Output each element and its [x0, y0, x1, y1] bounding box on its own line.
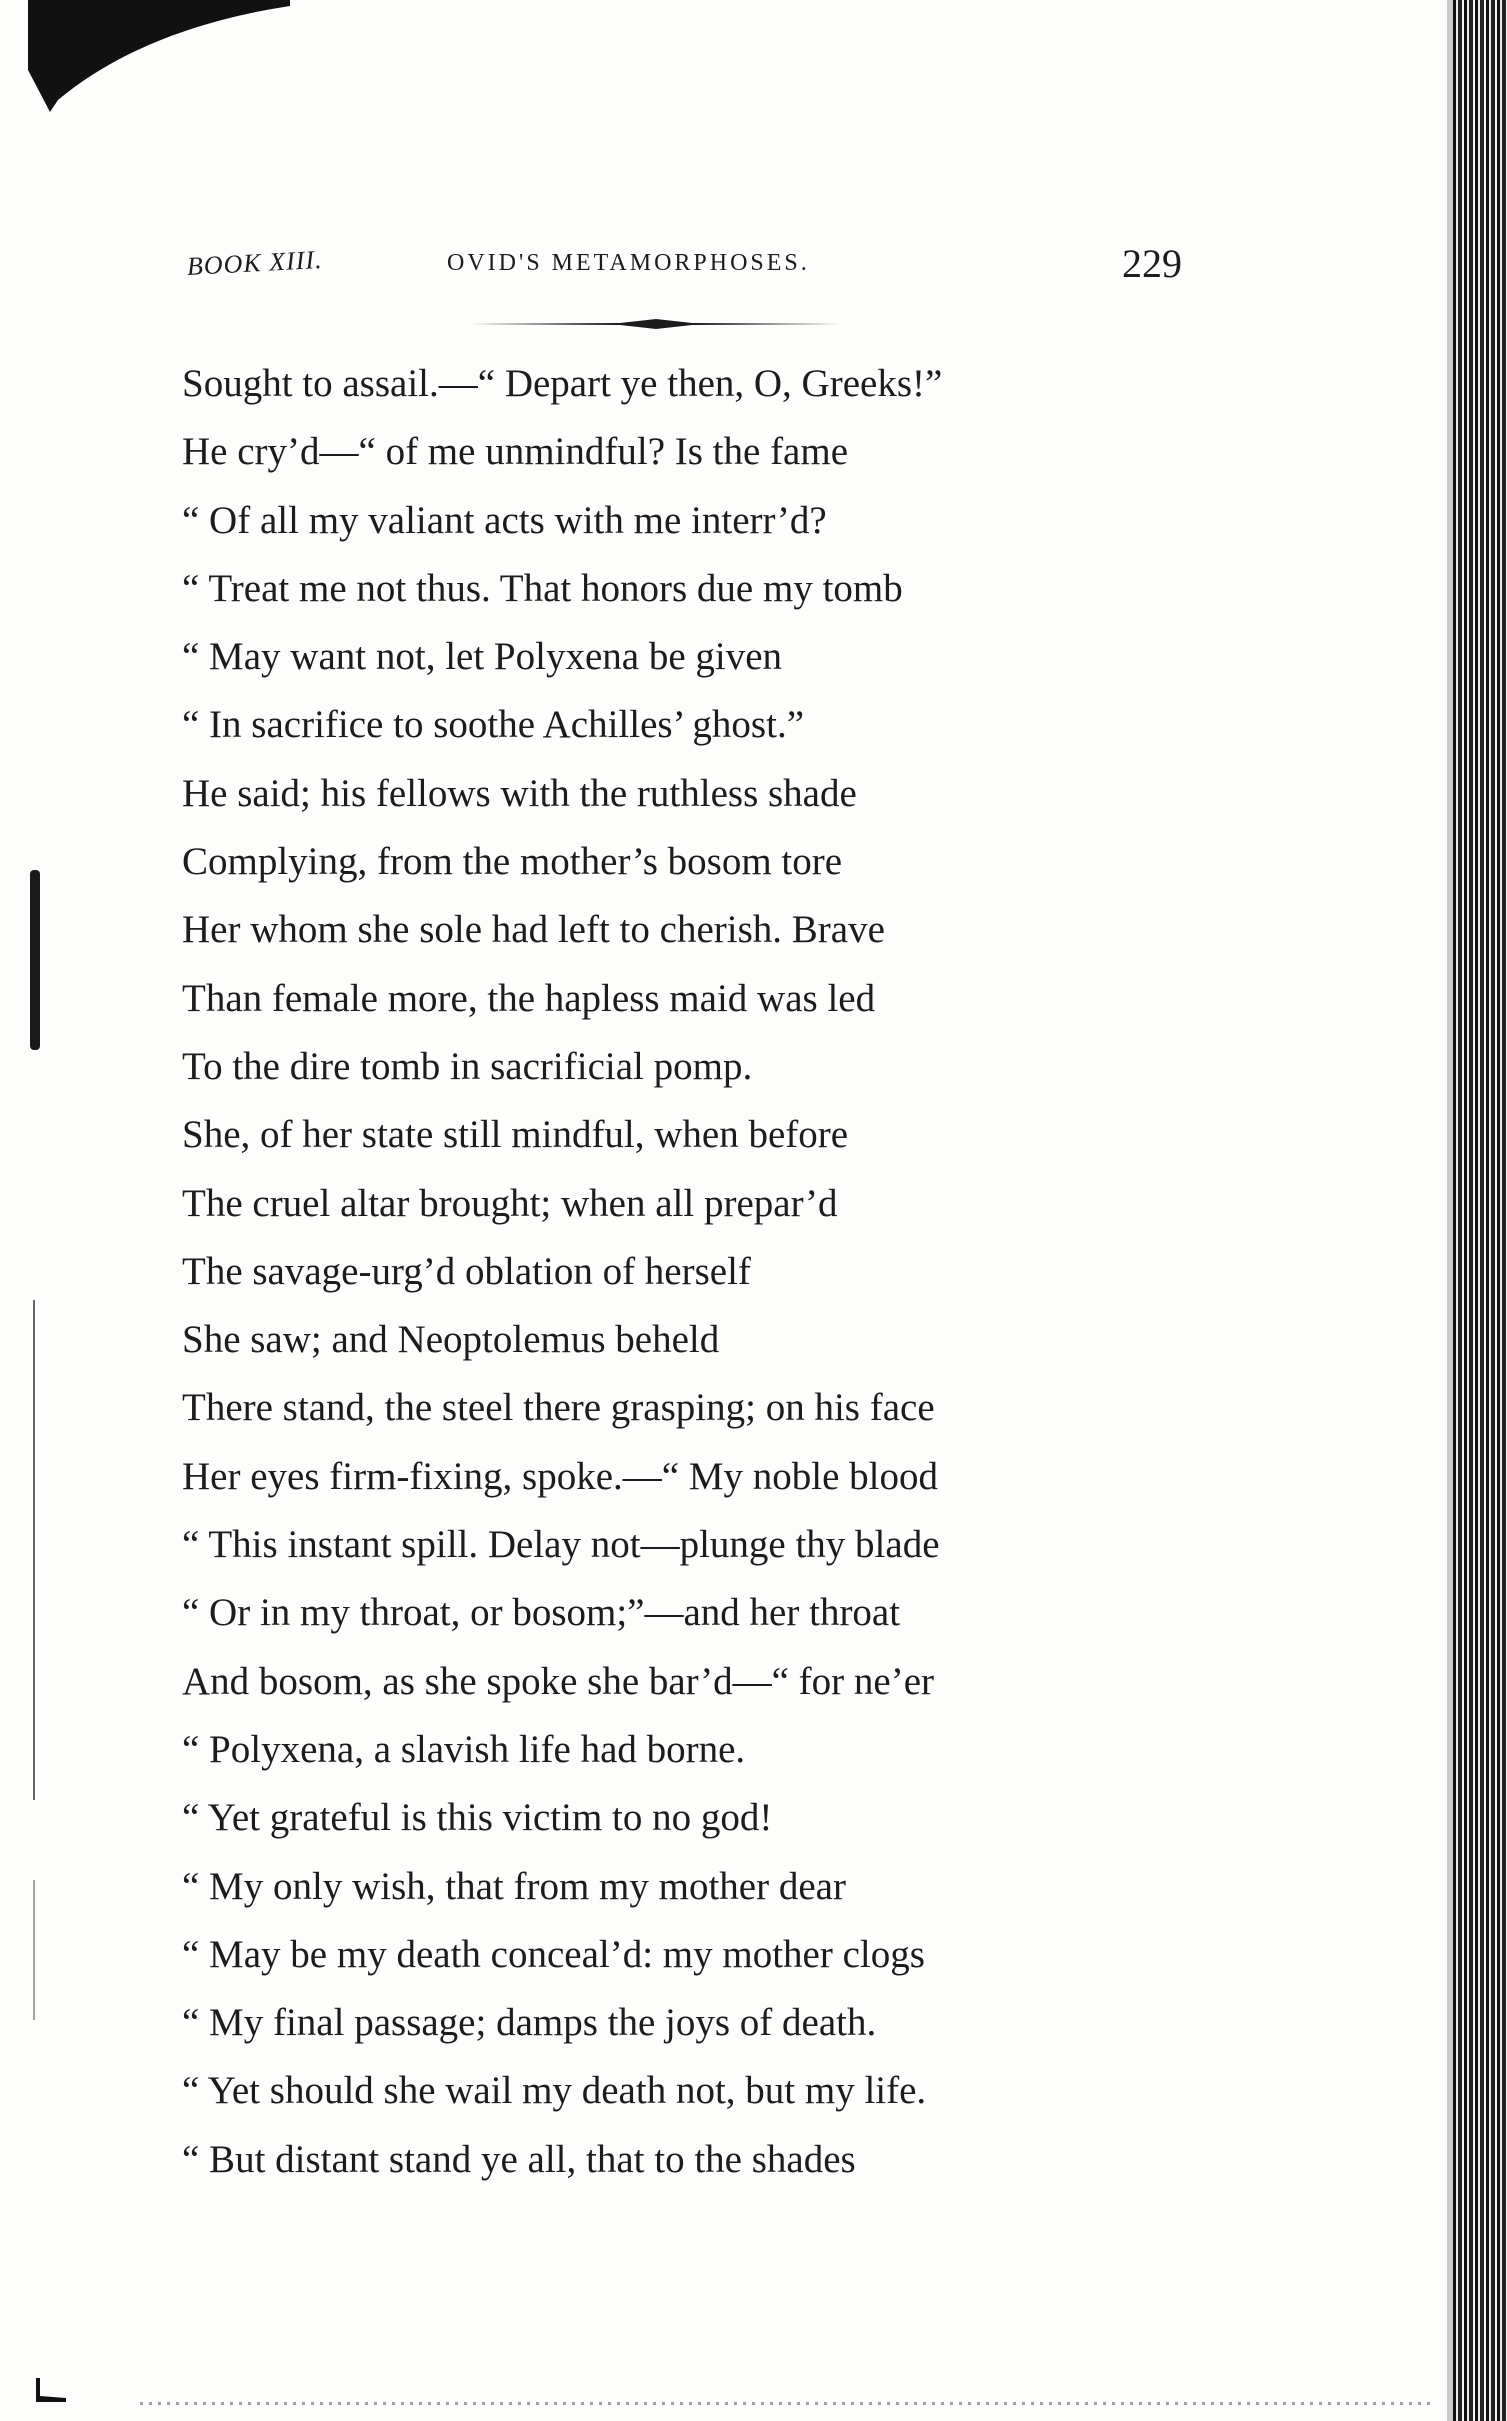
verse-line: Complying, from the mother’s bosom tore: [182, 840, 843, 884]
verse-body: [182, 350, 942, 2194]
page-number: 229: [1122, 241, 1182, 286]
verse-line: To the dire tomb in sacrificial pomp.: [182, 1044, 753, 1088]
verse-line: Sought to assail.—“ Depart ye then, O, Greeks!”: [182, 362, 943, 405]
verse-line: “ Yet grateful is this victim to no god!: [182, 1796, 773, 1840]
verse-line: She saw; and Neoptolemus beheld: [182, 1318, 720, 1362]
verse-line: “ Polyxena, a slavish life had borne.: [182, 1727, 746, 1771]
verse-line: “ Of all my valiant acts with me interr’d?: [182, 498, 827, 542]
verse-line: Than female more, the hapless maid was led: [182, 976, 876, 1020]
scan-corner-mark: [34, 2378, 68, 2402]
header-rule: [470, 318, 842, 330]
verse-line: And bosom, as she spoke she bar’d—“ for ne’er: [182, 1659, 934, 1703]
verse-line: He cry’d—“ of me unmindful? Is the fame: [182, 430, 849, 474]
margin-line: [33, 1880, 35, 2020]
verse-line: “ Treat me not thus. That honors due my tomb: [182, 566, 903, 610]
verse-line: “ Yet should she wail my death not, but my life.: [182, 2069, 927, 2113]
margin-line: [33, 1300, 35, 1800]
verse-line: “ My final passage; damps the joys of death.: [182, 2001, 877, 2045]
verse-line: Her whom she sole had left to cherish. Brave: [182, 908, 885, 952]
verse-line: “ This instant spill. Delay not—plunge thy blade: [182, 1523, 940, 1567]
verse-line: “ In sacrifice to soothe Achilles’ ghost.”: [182, 703, 805, 747]
verse-line: “ May want not, let Polyxena be given: [182, 635, 783, 679]
scan-speckle: [140, 2402, 1430, 2405]
book-label: BOOK XIII.: [186, 244, 324, 281]
running-title: OVID'S METAMORPHOSES.: [447, 250, 810, 276]
verse-line: There stand, the steel there grasping; on his face: [182, 1386, 935, 1430]
binding-spine: [1453, 0, 1507, 2421]
scan-corner-mark: [28, 0, 290, 112]
verse-line: “ But distant stand ye all, that to the shades: [182, 2137, 856, 2181]
running-header: [187, 240, 1187, 300]
verse-line: He said; his fellows with the ruthless shade: [182, 771, 857, 815]
verse-line: She, of her state still mindful, when before: [182, 1113, 849, 1157]
verse-line: The cruel altar brought; when all prepar’d: [182, 1181, 838, 1225]
margin-mark: [30, 870, 40, 1050]
verse-line: Her eyes firm-fixing, spoke.—“ My noble blood: [182, 1454, 939, 1498]
verse-line: “ My only wish, that from my mother dear: [182, 1864, 846, 1908]
verse-line: The savage-urg’d oblation of herself: [182, 1249, 751, 1293]
verse-line: “ May be my death conceal’d: my mother clogs: [182, 1932, 925, 1976]
verse-line: “ Or in my throat, or bosom;”—and her throat: [182, 1591, 901, 1635]
